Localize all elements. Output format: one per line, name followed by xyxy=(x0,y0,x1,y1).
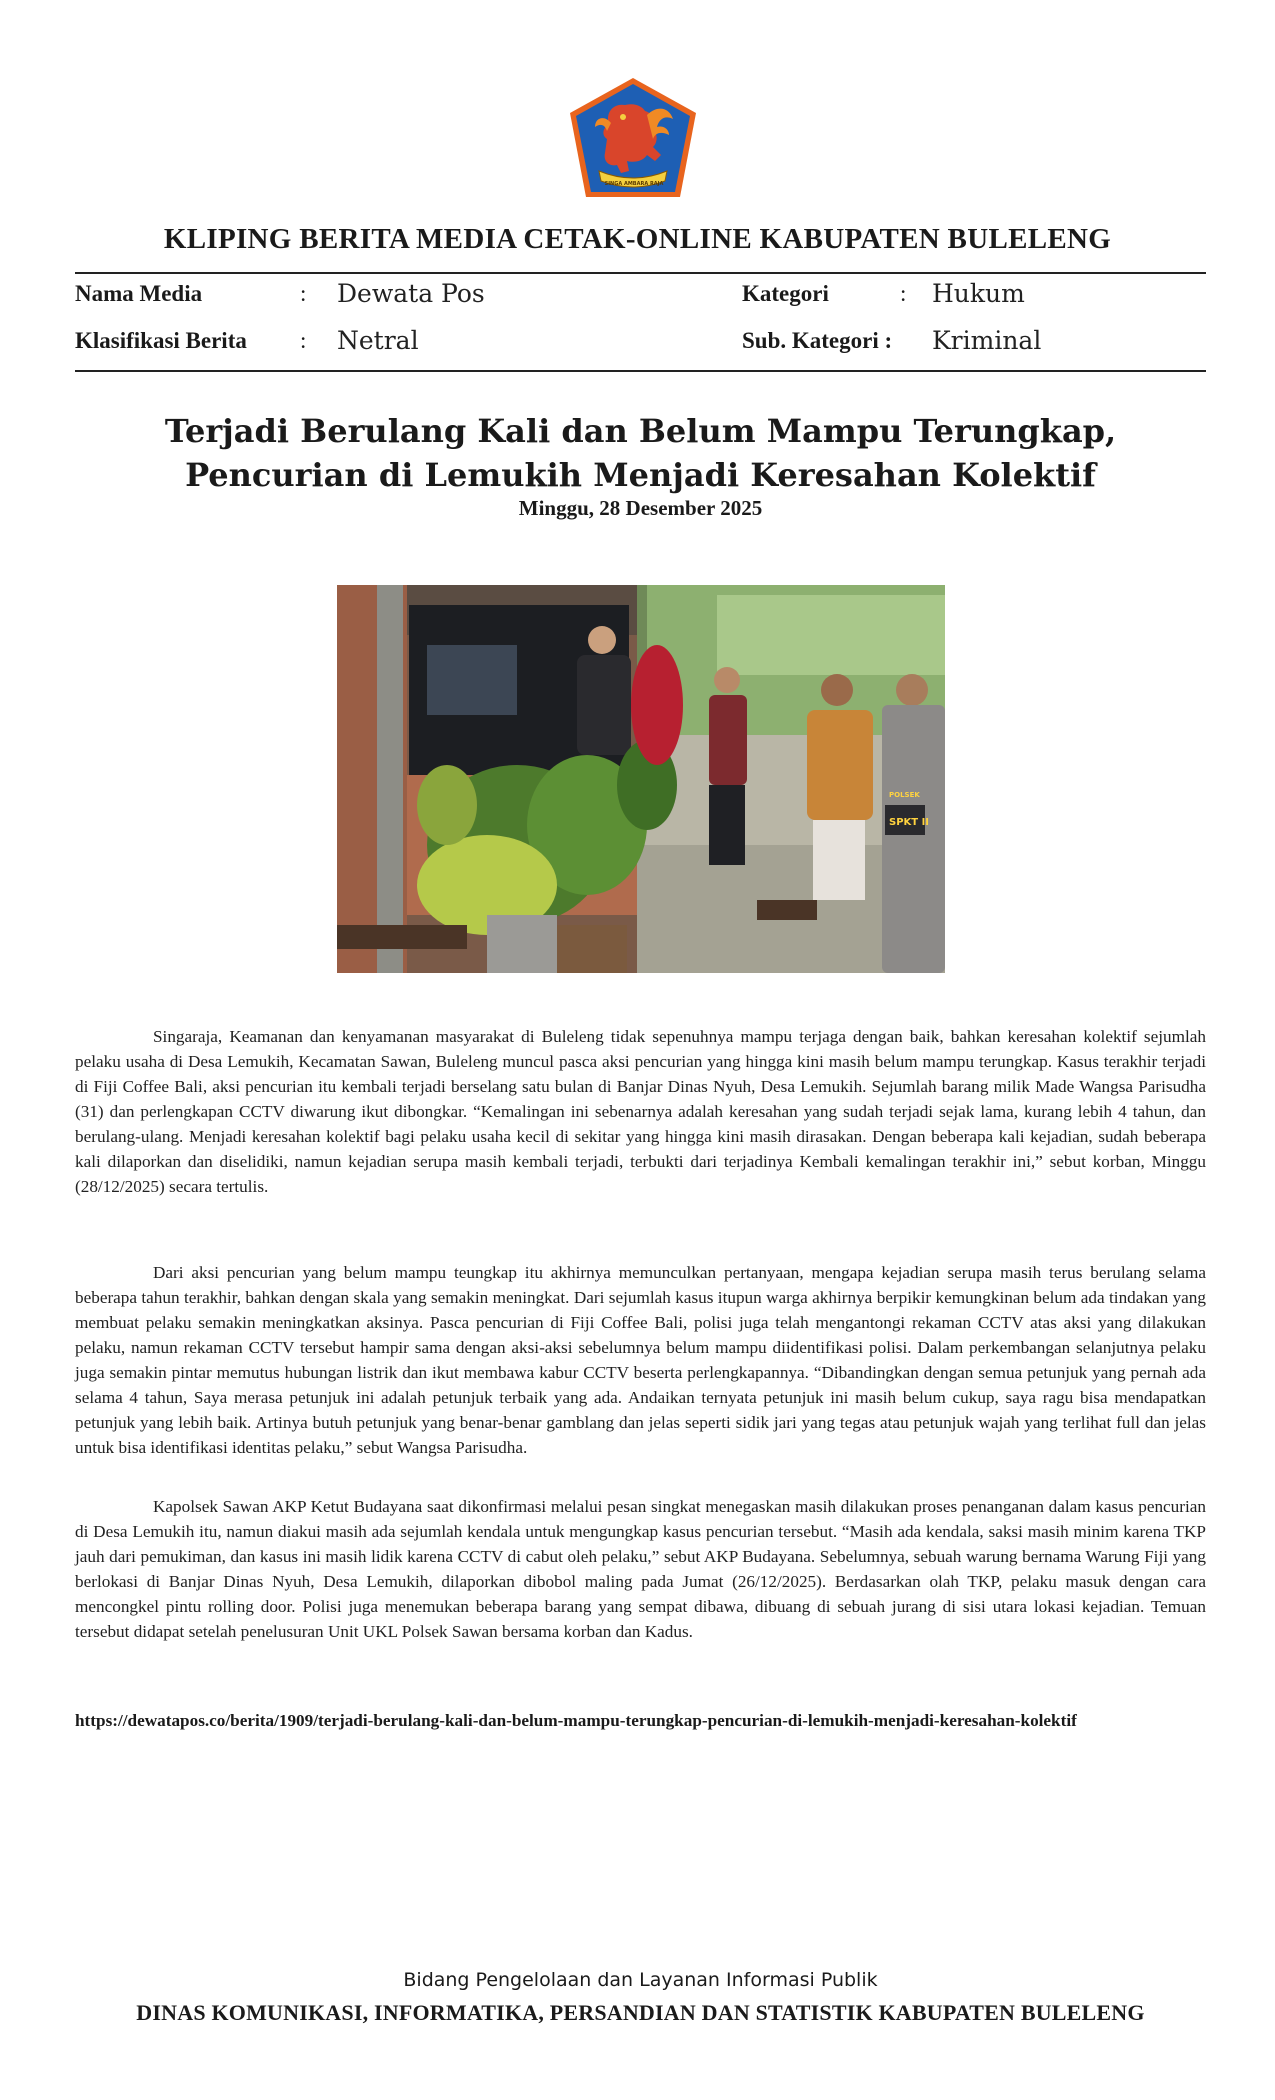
news-photo-icon xyxy=(337,585,945,973)
page-header-title: KLIPING BERITA MEDIA CETAK-ONLINE KABUPATEN BULELENG xyxy=(163,223,1112,255)
photo-badge-text: SPKT II xyxy=(889,817,930,828)
footer-agency-name: DINAS KOMUNIKASI, INFORMATIKA, PERSANDIAN DAN STATISTIK KABUPATEN BULELENG xyxy=(136,2000,1145,2025)
nama-media-value: Dewata Pos xyxy=(337,279,485,308)
sub-kategori-label: Sub. Kategori : xyxy=(742,328,893,353)
meta-bottom-rule xyxy=(75,370,1206,372)
nama-media-label: Nama Media xyxy=(75,281,203,306)
emblem-banner-text: SINGA AMBARA RAJA xyxy=(604,181,664,187)
sub-kategori-value: Kriminal xyxy=(932,326,1042,355)
article-headline-line1: Terjadi Berulang Kali dan Belum Mampu Terungkap, xyxy=(164,412,1117,450)
kategori-colon: : xyxy=(900,281,907,306)
footer-subtitle: Bidang Pengelolaan dan Layanan Informasi Publik xyxy=(403,1969,878,1991)
article-date: Minggu, 28 Desember 2025 xyxy=(518,496,763,520)
article-paragraph-1: Singaraja, Keamanan dan kenyamanan masyarakat di Buleleng tidak sepenuhnya mampu terjaga dengan baik, bahkan keresahan kolektif sejumlah pelaku usaha di Desa Lemukih, Kecamatan Sawan, Buleleng muncul pasca aksi pencurian yang hingga kini masih belum mampu terungkap. Kasus terakhir terjadi di Fiji Coffee Bali, aksi pencurian itu kembali terjadi berselang satu bulan di Banjar Dinas Nyuh, Desa Lemukih. Sejumlah barang milik Made Wangsa Parisudha (31) dan perlengkapan CCTV diwarung ikut dibongkar. “Kemalingan ini sebenarnya adalah keresahan yang sudah terjadi sejak lama, kurang lebih 4 tahun, dan berulang-ulang. Menjadi keresahan kolektif bagi pelaku usaha kecil di sekitar yang hingga kini masih dirasakan. Dengan beberapa kali kejadian, sudah beberapa kali dilaporkan dan diselidiki, namun kejadian serupa masih kembali terjadi, terbukti dari terjadinya Kembali kemalingan terakhir ini,” sebut korban, Minggu (28/12/2025) secara tertulis. xyxy=(75,1027,1206,1196)
nama-media-colon: : xyxy=(300,281,307,306)
klasifikasi-label: Klasifikasi Berita xyxy=(75,328,247,353)
kategori-label: Kategori xyxy=(742,281,829,306)
klasifikasi-value: Netral xyxy=(337,326,419,355)
source-url-link[interactable]: https://dewatapos.co/berita/1909/terjadi-berulang-kali-dan-belum-mampu-terungkap-pencurian-di-lemukih-menjadi-keresahan-kolektif xyxy=(75,1711,1077,1730)
kategori-value: Hukum xyxy=(932,279,1025,308)
article-paragraph-2: Dari aksi pencurian yang belum mampu teungkap itu akhirnya memunculkan pertanyaan, mengapa kejadian serupa masih terus berulang selama beberapa tahun terakhir, bahkan dengan skala yang semakin meningkat. Dari sejumlah kasus itupun warga akhirnya berpikir kemungkinan belum ada tindakan yang membuat pelaku semakin meningkatkan aksinya. Pasca pencurian di Fiji Coffee Bali, polisi juga telah mengantongi rekaman CCTV atas aksi yang dilakukan pelaku, namun rekaman CCTV tersebut hampir sama dengan aksi-aksi sebelumnya belum mampu diidentifikasi polisi. Dalam perkembangan selanjutnya pelaku juga semakin pintar memutus hubungan listrik dan ikut membawa kabur CCTV beserta perlengkapannya. “Dibandingkan dengan semua petunjuk yang pernah ada selama 4 tahun, Saya merasa petunjuk ini adalah petunjuk terbaik yang ada. Andaikan ternyata petunjuk ini masih belum cukup, saya ragu bisa mendapatkan petunjuk yang lebih baik. Artinya butuh petunjuk yang benar-benar gamblang dan jelas seperti sidik jari yang tegas atau petunjuk wajah yang terlihat full dan jelas untuk bisa identifikasi identitas pelaku,” sebut Wangsa Parisudha. xyxy=(75,1263,1206,1457)
klasifikasi-colon: : xyxy=(300,328,307,353)
article-headline-line2: Pencurian di Lemukih Menjadi Keresahan Kolektif xyxy=(185,456,1096,494)
header-top-rule xyxy=(75,272,1206,274)
article-paragraph-3: Kapolsek Sawan AKP Ketut Budayana saat dikonfirmasi melalui pesan singkat menegaskan masih dilakukan proses penanganan dalam kasus pencurian di Desa Lemukih itu, namun diakui masih ada sejumlah kendala untuk mengungkap kasus pencurian tersebut. “Masih ada kendala, saksi masih minim karena TKP jauh dari pemukiman, dan kasus ini masih lidik karena CCTV di cabut oleh pelaku,” sebut AKP Budayana. Sebelumnya, sebuah warung bernama Warung Fiji yang berlokasi di Banjar Dinas Nyuh, Desa Lemukih, dilaporkan dibobol maling pada Jumat (26/12/2025). Berdasarkan olah TKP, pelaku masuk dengan cara mencongkel pintu rolling door. Polisi juga menemukan beberapa barang yang sempat dibawa, dibuang di sebuah jurang di sisi utara lokasi kejadian. Temuan tersebut didapat setelah penelusuran Unit UKL Polsek Sawan bersama korban dan Kadus. xyxy=(75,1497,1206,1641)
photo-badge-text-2: POLSEK xyxy=(889,791,920,799)
